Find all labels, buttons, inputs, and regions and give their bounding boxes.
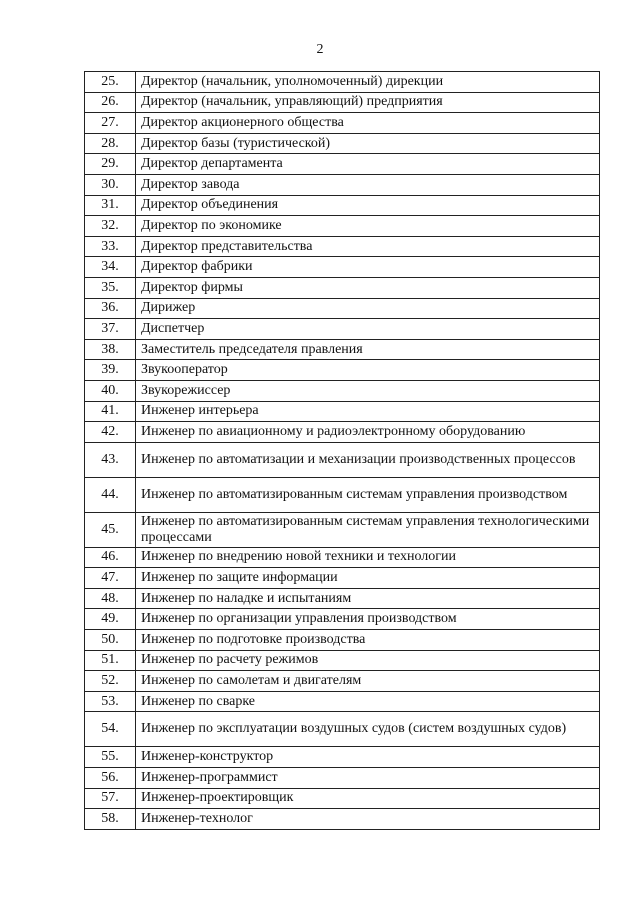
row-number: 50.: [85, 630, 136, 651]
row-number: 57.: [85, 788, 136, 809]
row-number: 56.: [85, 768, 136, 789]
row-number: 38.: [85, 339, 136, 360]
table-row: [85, 712, 600, 747]
row-number: 45.: [85, 512, 136, 547]
profession-name: Директор департамента: [136, 154, 600, 175]
table-row: [85, 154, 600, 175]
profession-name: Инженер по автоматизации и механизации производственных процессов: [136, 442, 600, 477]
row-number: 40.: [85, 380, 136, 401]
row-number: 34.: [85, 257, 136, 278]
table-row: [85, 360, 600, 381]
table-row: [85, 216, 600, 237]
row-number: 42.: [85, 422, 136, 443]
profession-name: Инженер по расчету режимов: [136, 650, 600, 671]
profession-name: Инженер по автоматизированным системам управления технологическими процессами: [136, 512, 600, 547]
row-number: 43.: [85, 442, 136, 477]
table-row: [85, 113, 600, 134]
profession-name: Инженер-проектировщик: [136, 788, 600, 809]
profession-name: Диспетчер: [136, 319, 600, 340]
profession-name: Директор (начальник, уполномоченный) дирекции: [136, 72, 600, 93]
profession-name: Директор базы (туристической): [136, 133, 600, 154]
row-number: 53.: [85, 691, 136, 712]
profession-name: Инженер по организации управления производством: [136, 609, 600, 630]
table-row: [85, 609, 600, 630]
row-number: 54.: [85, 712, 136, 747]
table-row: [85, 380, 600, 401]
row-number: 26.: [85, 92, 136, 113]
row-number: 36.: [85, 298, 136, 319]
profession-name: Инженер по авиационному и радиоэлектронному оборудованию: [136, 422, 600, 443]
row-number: 30.: [85, 174, 136, 195]
profession-name: Инженер по подготовке производства: [136, 630, 600, 651]
profession-name: Директор объединения: [136, 195, 600, 216]
table-row: [85, 319, 600, 340]
page-number: 2: [316, 42, 324, 57]
profession-name: Инженер по сварке: [136, 691, 600, 712]
row-number: 44.: [85, 477, 136, 512]
row-number: 48.: [85, 588, 136, 609]
profession-name: Звукорежиссер: [136, 380, 600, 401]
profession-name: Инженер-конструктор: [136, 747, 600, 768]
table-row: [85, 568, 600, 589]
table-row: [85, 257, 600, 278]
table-row: [85, 671, 600, 692]
profession-name: Директор фирмы: [136, 277, 600, 298]
profession-name: Инженер-программист: [136, 768, 600, 789]
row-number: 46.: [85, 547, 136, 568]
profession-name: Заместитель председателя правления: [136, 339, 600, 360]
profession-name: Инженер по защите информации: [136, 568, 600, 589]
row-number: 27.: [85, 113, 136, 134]
profession-name: Звукооператор: [136, 360, 600, 381]
table-row: [85, 195, 600, 216]
profession-name: Директор (начальник, управляющий) предприятия: [136, 92, 600, 113]
profession-name: Инженер интерьера: [136, 401, 600, 422]
profession-name: Директор акционерного общества: [136, 113, 600, 134]
table-row: [85, 422, 600, 443]
row-number: 47.: [85, 568, 136, 589]
row-number: 25.: [85, 72, 136, 93]
table-row: [85, 809, 600, 830]
table-row: [85, 788, 600, 809]
table-row: [85, 339, 600, 360]
table-row: [85, 547, 600, 568]
table-row: [85, 747, 600, 768]
row-number: 35.: [85, 277, 136, 298]
row-number: 51.: [85, 650, 136, 671]
table-row: [85, 133, 600, 154]
table-row: [85, 92, 600, 113]
row-number: 39.: [85, 360, 136, 381]
table-row: [85, 477, 600, 512]
row-number: 37.: [85, 319, 136, 340]
row-number: 49.: [85, 609, 136, 630]
profession-name: Директор по экономике: [136, 216, 600, 237]
row-number: 58.: [85, 809, 136, 830]
table-row: [85, 72, 600, 93]
table-row: [85, 401, 600, 422]
row-number: 31.: [85, 195, 136, 216]
profession-name: Инженер-технолог: [136, 809, 600, 830]
row-number: 29.: [85, 154, 136, 175]
row-number: 52.: [85, 671, 136, 692]
table-row: [85, 768, 600, 789]
table-row: [85, 512, 600, 547]
profession-list-body: [85, 72, 600, 830]
profession-name: Директор завода: [136, 174, 600, 195]
profession-name: Директор фабрики: [136, 257, 600, 278]
profession-name: Инженер по эксплуатации воздушных судов (систем воздушных судов): [136, 712, 600, 747]
profession-name: Инженер по автоматизированным системам управления производством: [136, 477, 600, 512]
table-row: [85, 650, 600, 671]
table-row: [85, 277, 600, 298]
profession-name: Инженер по самолетам и двигателям: [136, 671, 600, 692]
row-number: 33.: [85, 236, 136, 257]
row-number: 41.: [85, 401, 136, 422]
profession-name: Инженер по наладке и испытаниям: [136, 588, 600, 609]
profession-list-table: [84, 71, 600, 830]
row-number: 28.: [85, 133, 136, 154]
row-number: 55.: [85, 747, 136, 768]
table-row: [85, 174, 600, 195]
table-row: [85, 691, 600, 712]
profession-name: Директор представительства: [136, 236, 600, 257]
table-row: [85, 236, 600, 257]
row-number: 32.: [85, 216, 136, 237]
profession-name: Инженер по внедрению новой техники и технологии: [136, 547, 600, 568]
profession-name: Дирижер: [136, 298, 600, 319]
table-row: [85, 588, 600, 609]
table-row: [85, 298, 600, 319]
table-row: [85, 630, 600, 651]
table-row: [85, 442, 600, 477]
